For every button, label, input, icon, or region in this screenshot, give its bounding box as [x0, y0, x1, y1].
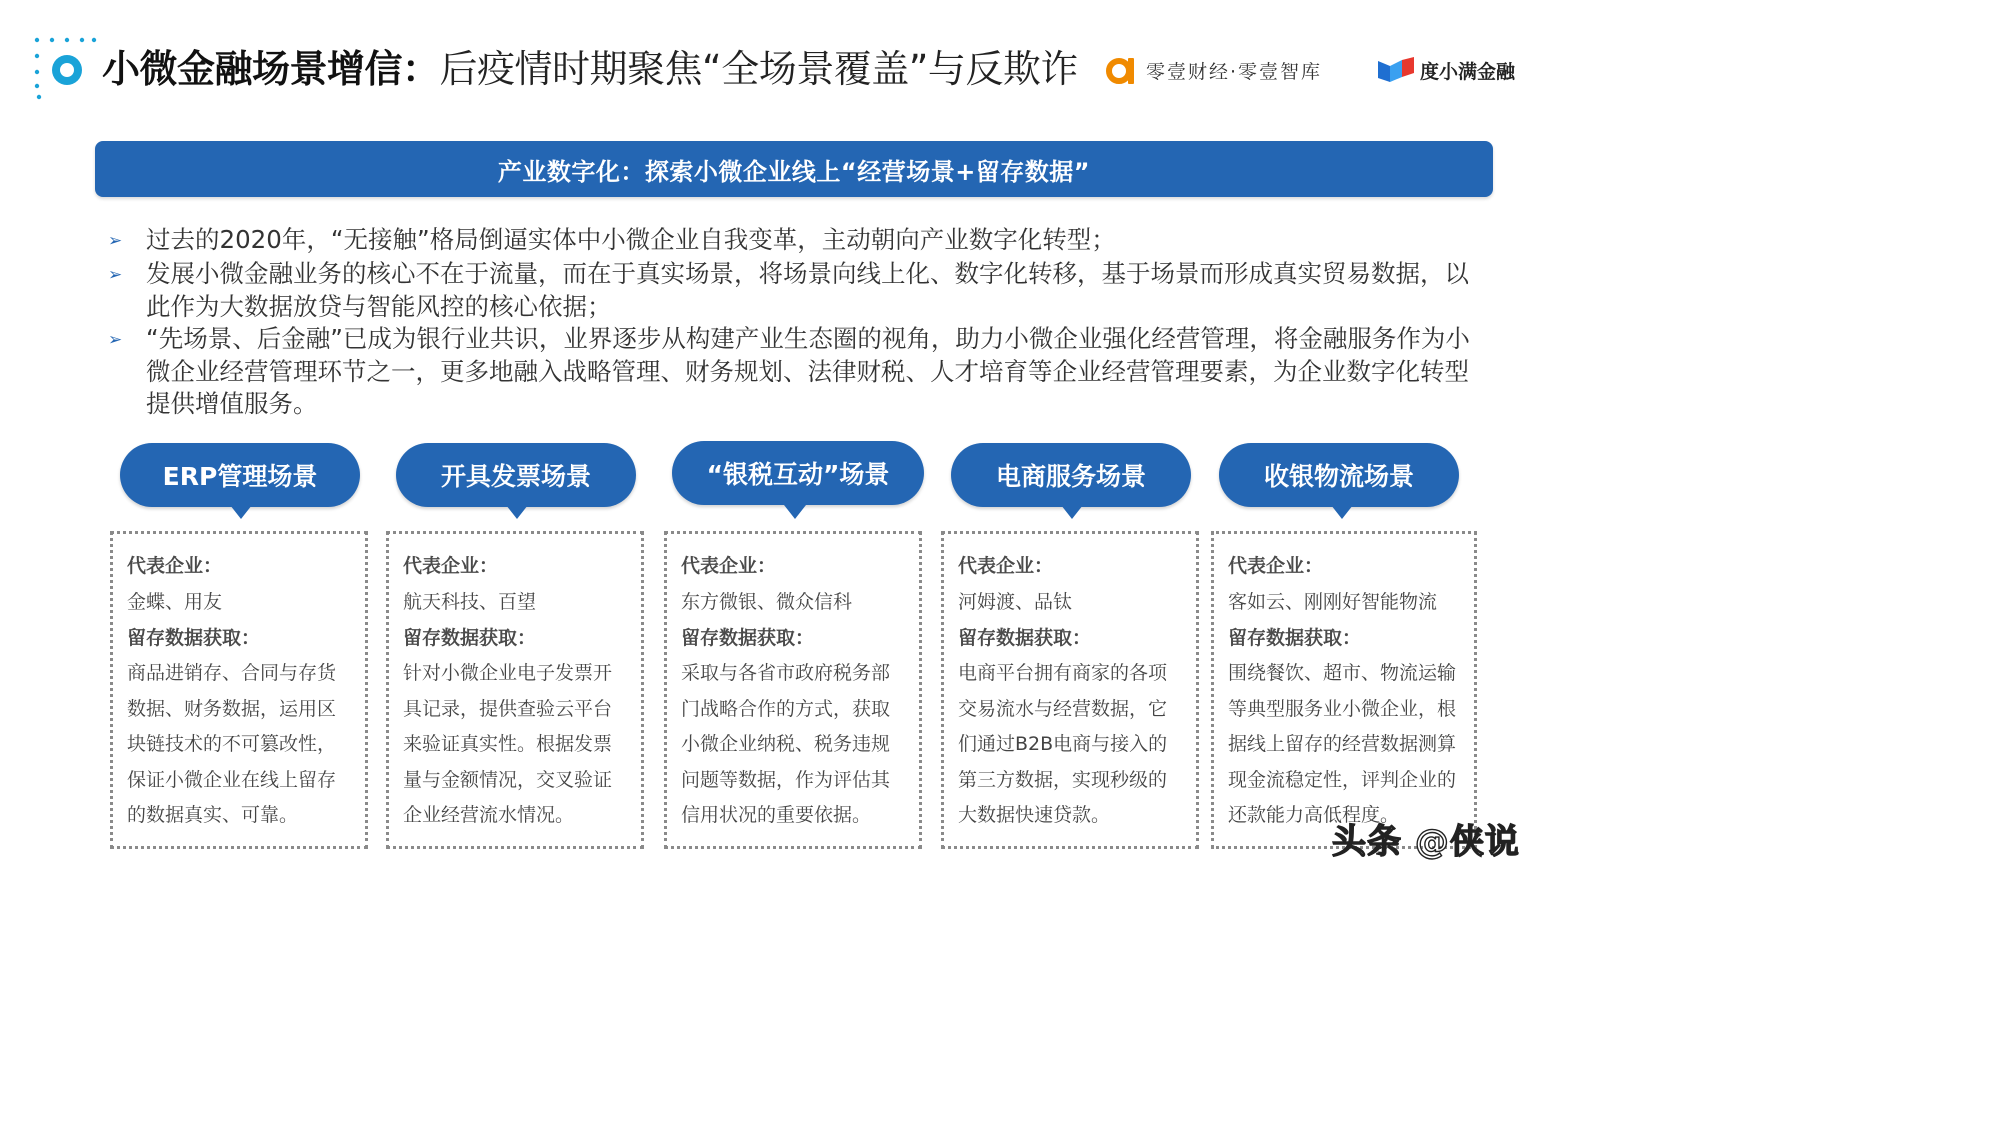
- scenario-title-pill: [396, 443, 636, 507]
- pill-pointer-icon: [506, 505, 528, 519]
- data-label: 留存数据获取：: [958, 627, 1092, 649]
- bullet-text: 过去的2020年，“无接触”格局倒逼实体中小微企业自我变革，主动朝向产业数字化转型；: [146, 225, 1116, 254]
- pill-pointer-icon: [1331, 505, 1353, 519]
- company-label: 代表企业：: [958, 555, 1054, 577]
- scenario-title: ERP管理场景: [162, 462, 318, 491]
- data-description: 针对小微企业电子发票开具记录，提供查验云平台来验证真实性。根据发票量与金额情况，交叉验证企业经营流水情况。: [403, 662, 613, 826]
- scenario-title-pill: [120, 443, 360, 507]
- scenario-title-pill: [951, 443, 1191, 507]
- pill-pointer-icon: [1061, 505, 1083, 519]
- company-names: 东方微银、微众信科: [681, 591, 853, 613]
- brand-lingyi: [1104, 52, 1322, 88]
- scenario-invoice: [386, 443, 656, 858]
- company-names: 客如云、刚刚好智能物流: [1228, 591, 1438, 613]
- duxiaoman-logo-icon: [1378, 57, 1414, 83]
- brand-duxiaoman-text: 度小满金融: [1420, 60, 1516, 83]
- watermark: 头条 @侠说: [1332, 822, 1520, 862]
- company-names: 金蝶、用友: [127, 591, 223, 613]
- scenario-title: 开具发票场景: [440, 462, 591, 491]
- scenario-card: [110, 531, 368, 849]
- company-label: 代表企业：: [681, 555, 777, 577]
- scenario-title: 收银物流场景: [1263, 462, 1414, 491]
- data-label: 留存数据获取：: [681, 627, 815, 649]
- data-description: 围绕餐饮、超市、物流运输等典型服务业小微企业，根据线上留存的经营数据测算现金流稳定性，评判企业的还款能力高低程度。: [1228, 662, 1457, 826]
- pill-pointer-icon: [784, 505, 806, 519]
- section-banner-text: 产业数字化：探索小微企业线上“经营场景+留存数据”: [497, 157, 1091, 186]
- scenario-bank-tax: [664, 443, 934, 858]
- section-banner: [95, 141, 1493, 197]
- data-description: 采取与各省市政府税务部门战略合作的方式，获取小微企业纳税、税务违规问题等数据，作为评估其信用状况的重要依据。: [681, 662, 891, 826]
- page-title-bold: 小微金融场景增信: [102, 47, 403, 91]
- scenario-ecommerce: [941, 443, 1211, 858]
- page-title: [102, 44, 1078, 94]
- data-description: 电商平台拥有商家的各项交易流水与经营数据，它们通过B2B电商与接入的第三方数据，实现秒级的大数据快速贷款。: [958, 662, 1168, 826]
- page-title-separator: ：: [402, 47, 440, 91]
- bullet-arrow-icon: ➢: [108, 265, 123, 285]
- scenario-card: [386, 531, 644, 849]
- data-description: 商品进销存、合同与存货数据、财务数据，运用区块链技术的不可篡改性，保证小微企业在线上留存的数据真实、可靠。: [127, 662, 337, 826]
- brand-lingyi-text: 零壹财经·零壹智库: [1146, 60, 1323, 83]
- scenario-title: “银税互动”场景: [706, 460, 890, 489]
- company-label: 代表企业：: [1228, 555, 1324, 577]
- scenario-title-pill: [1219, 443, 1459, 507]
- lingyi-logo-icon: [1104, 54, 1138, 86]
- scenario-card: [941, 531, 1199, 849]
- scenario-title: 电商服务场景: [995, 462, 1146, 491]
- bullet-list: [108, 224, 1488, 421]
- data-label: 留存数据获取：: [127, 627, 261, 649]
- bullet-item: [108, 258, 1488, 323]
- scenario-cashier-logistics: [1211, 443, 1481, 858]
- scenario-title-pill: [672, 441, 924, 505]
- bullet-arrow-icon: ➢: [108, 330, 123, 350]
- company-label: 代表企业：: [403, 555, 499, 577]
- data-label: 留存数据获取：: [403, 627, 537, 649]
- brand-duxiaoman: [1378, 52, 1515, 88]
- bullet-text: 发展小微金融业务的核心不在于流量，而在于真实场景，将场景向线上化、数字化转移，基于场景而形成真实贸易数据，以此作为大数据放贷与智能风控的核心依据；: [146, 259, 1469, 321]
- scenario-card: [1211, 531, 1477, 849]
- company-names: 航天科技、百望: [403, 591, 537, 613]
- scenario-card: [664, 531, 922, 849]
- data-label: 留存数据获取：: [1228, 627, 1362, 649]
- bullet-arrow-icon: ➢: [108, 231, 123, 251]
- bullet-item: [108, 224, 1488, 258]
- pill-pointer-icon: [230, 505, 252, 519]
- company-names: 河姆渡、品钛: [958, 591, 1073, 613]
- company-label: 代表企业：: [127, 555, 223, 577]
- scenario-erp: [110, 443, 380, 858]
- page-title-rest: 后疫情时期聚焦“全场景覆盖”与反欺诈: [439, 47, 1078, 91]
- bullet-item: [108, 323, 1488, 421]
- slide-logo-icon: [30, 36, 100, 100]
- bullet-text: “先场景、后金融”已成为银行业共识，业界逐步从构建产业生态圈的视角，助力小微企业强化经营管理，将金融服务作为小微企业经营管理环节之一，更多地融入战略管理、财务规划、法律财税、人才培育等企业经营管理要素，为企业数字化转型提供增值服务。: [146, 324, 1470, 418]
